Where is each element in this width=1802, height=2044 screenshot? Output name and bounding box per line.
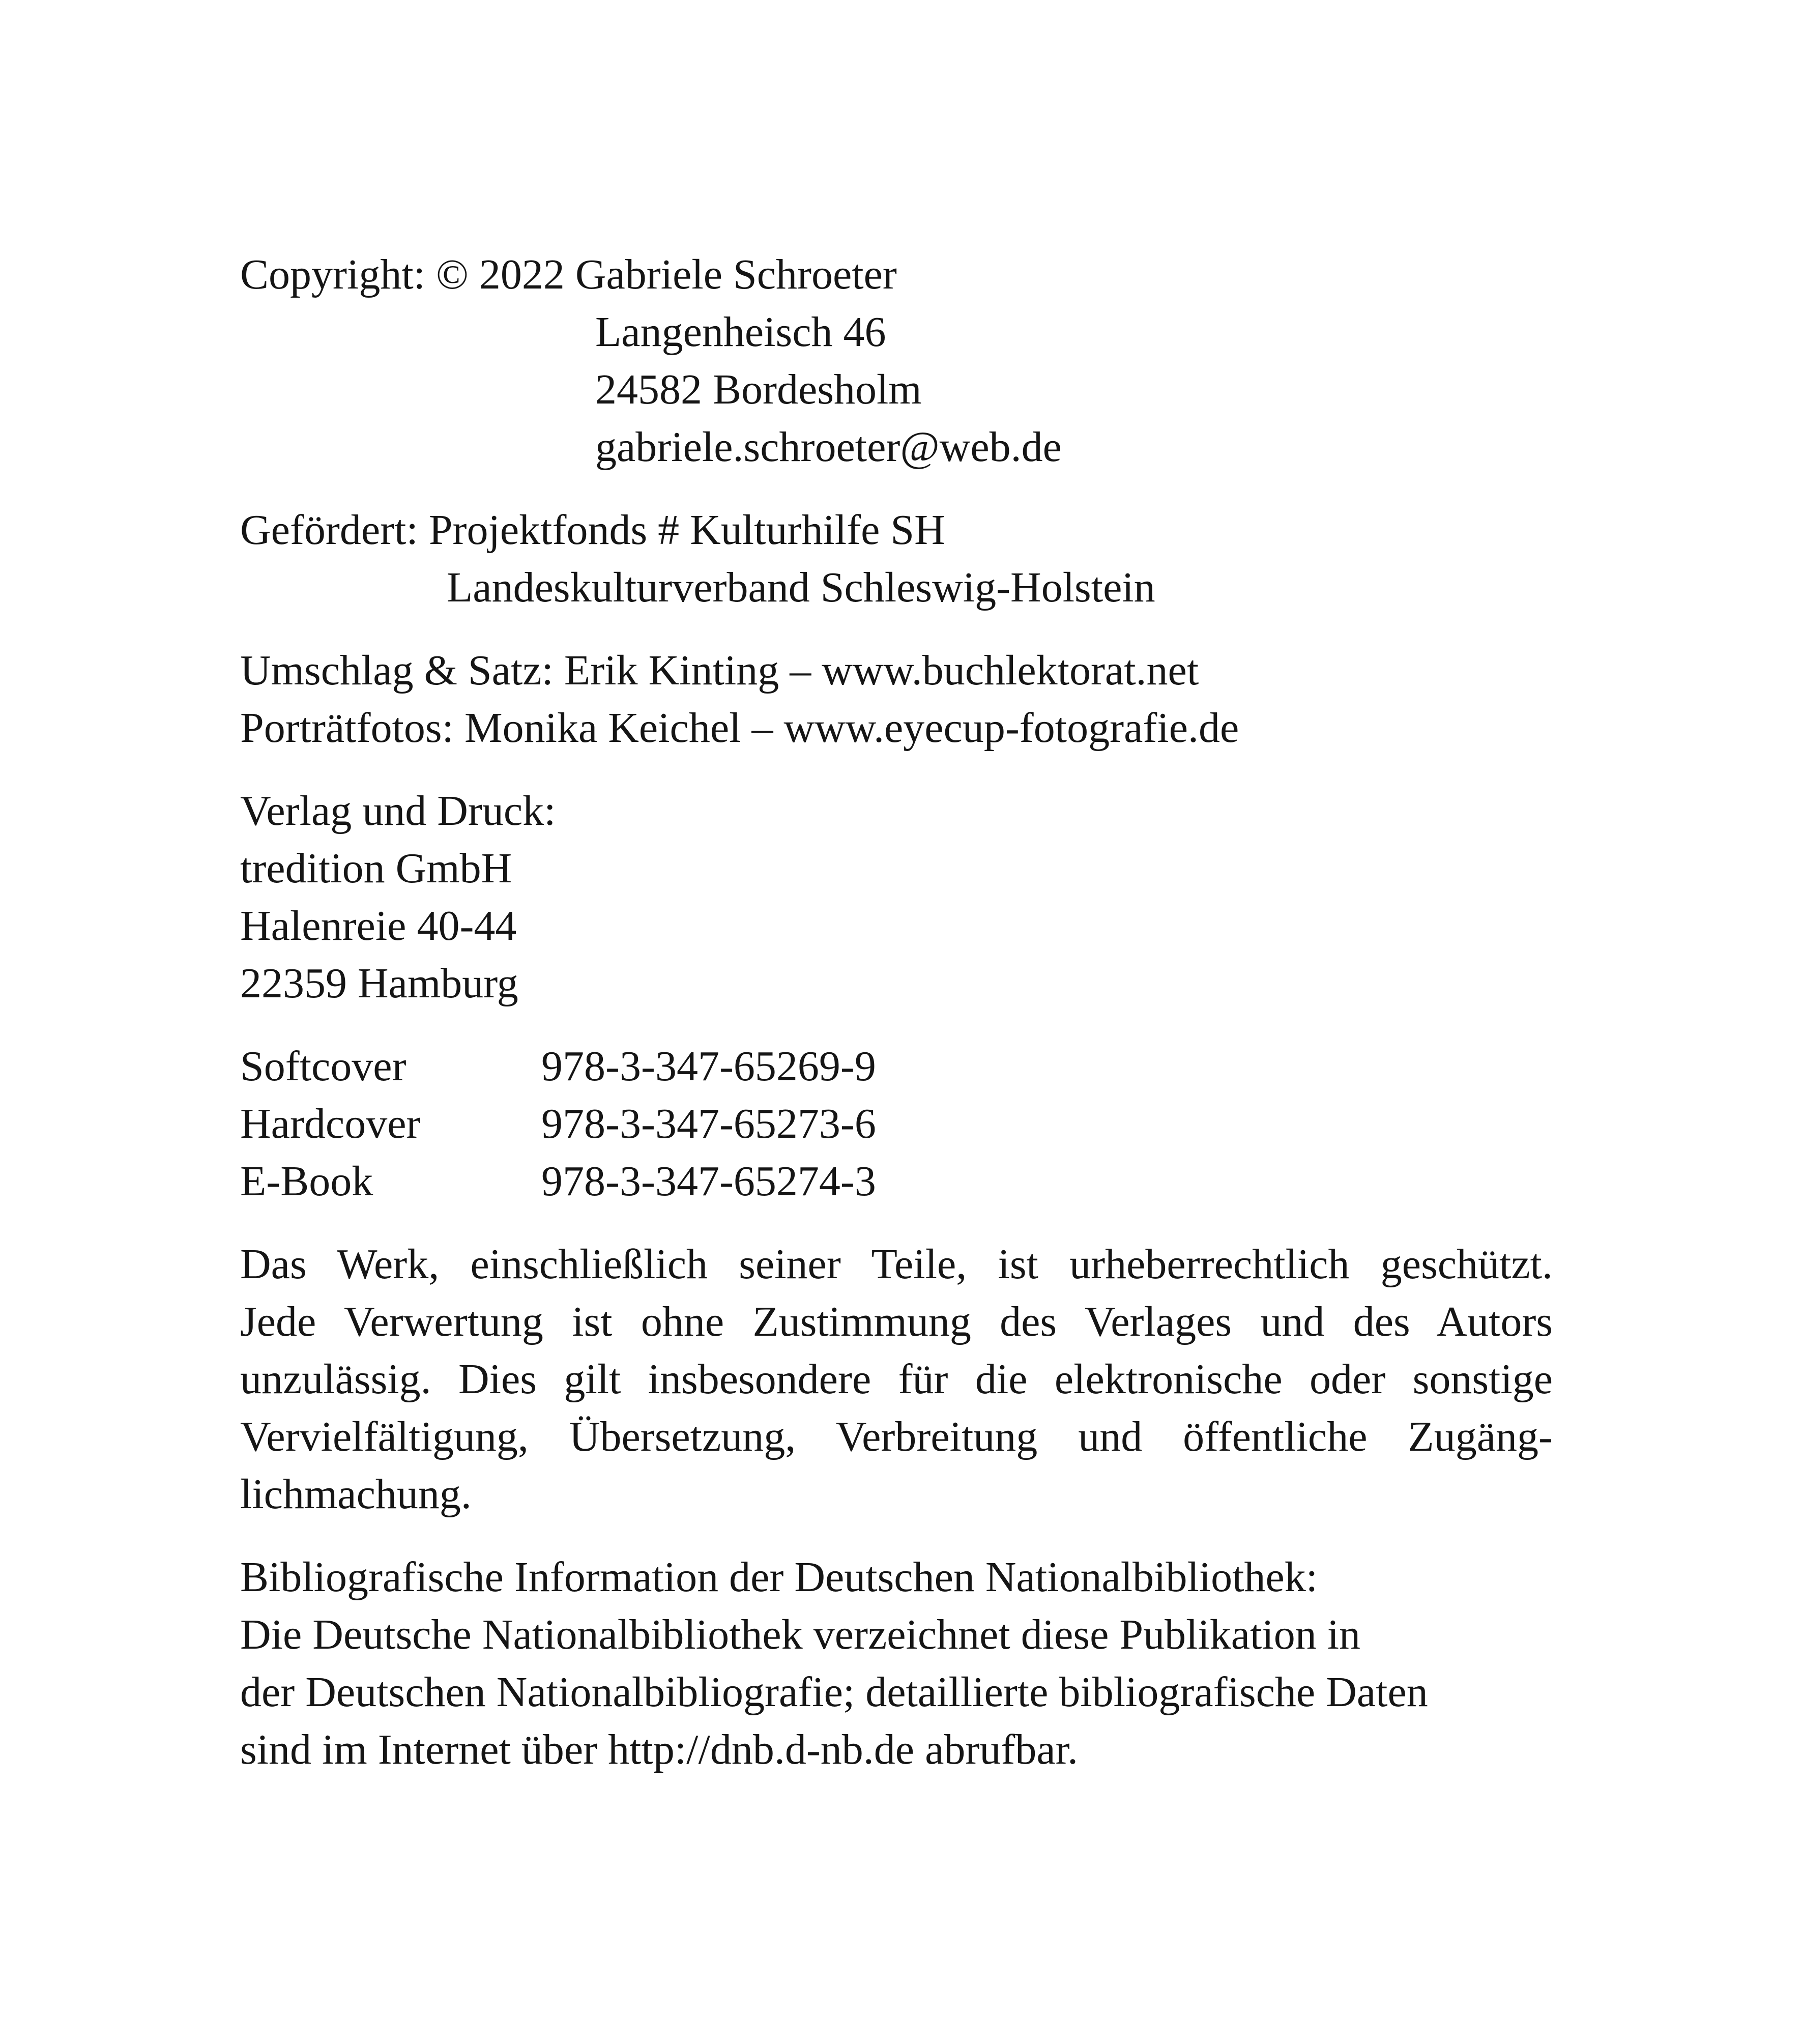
author-email: gabriele.schroeter@web.de (595, 423, 1062, 471)
isbn-row-hardcover (240, 1095, 1553, 1153)
isbn-value: 978-3-347-65274-3 (541, 1158, 876, 1205)
copyright-block (240, 246, 1553, 476)
isbn-row-softcover (240, 1038, 1553, 1095)
imprint-page (240, 246, 1553, 1804)
credits-block (240, 642, 1553, 757)
publisher-street: Halenreie 40-44 (240, 902, 517, 949)
photo-credit: Porträtfotos: Monika Keichel – www.eyecup-fotografie.de (240, 704, 1239, 752)
author-city: 24582 Bordesholm (595, 366, 922, 413)
bibliographic-information (240, 1548, 1553, 1778)
publisher-block (240, 782, 1553, 1012)
funding-line: Gefördert: Projektfonds # Kulturhilfe SH (240, 506, 945, 554)
rights-notice (240, 1235, 1553, 1523)
isbn-value: 978-3-347-65269-9 (541, 1043, 876, 1090)
funding-block (240, 501, 1553, 616)
rights-line: unzulässig. Dies gilt insbesondere für die elektronische oder sonstige (240, 1356, 1553, 1403)
author-street: Langenheisch 46 (595, 308, 886, 356)
publisher-heading: Verlag und Druck: (240, 787, 556, 834)
isbn-label: Softcover (240, 1043, 406, 1090)
rights-line: Das Werk, einschließlich seiner Teile, ist urheberrechtlich geschützt. (240, 1241, 1553, 1288)
rights-line: Jede Verwertung ist ohne Zustimmung des Verlages und des Autors (240, 1298, 1553, 1345)
bibliographic-line: der Deutschen Nationalbibliografie; detaillierte bibliografische Daten (240, 1668, 1428, 1716)
bibliographic-heading: Bibliografische Information der Deutschen Nationalbibliothek: (240, 1553, 1318, 1601)
isbn-value: 978-3-347-65273-6 (541, 1100, 876, 1147)
cover-credit: Umschlag & Satz: Erik Kinting – www.buchlektorat.net (240, 647, 1199, 694)
publisher-name: tredition GmbH (240, 845, 512, 892)
publisher-city: 22359 Hamburg (240, 960, 518, 1007)
copyright-line: Copyright: © 2022 Gabriele Schroeter (240, 251, 897, 298)
rights-line: lichmachung. (240, 1471, 472, 1518)
isbn-label: E-Book (240, 1158, 373, 1205)
isbn-label: Hardcover (240, 1100, 421, 1147)
funding-organization: Landeskulturverband Schleswig-Holstein (447, 564, 1155, 611)
isbn-list (240, 1038, 1553, 1210)
bibliographic-line: sind im Internet über http://dnb.d-nb.de abrufbar. (240, 1726, 1078, 1773)
rights-line: Vervielfältigung, Übersetzung, Verbreitung und öffentliche Zugäng- (240, 1413, 1553, 1460)
bibliographic-line: Die Deutsche Nationalbibliothek verzeichnet diese Publikation in (240, 1611, 1361, 1658)
isbn-row-ebook (240, 1153, 1553, 1210)
